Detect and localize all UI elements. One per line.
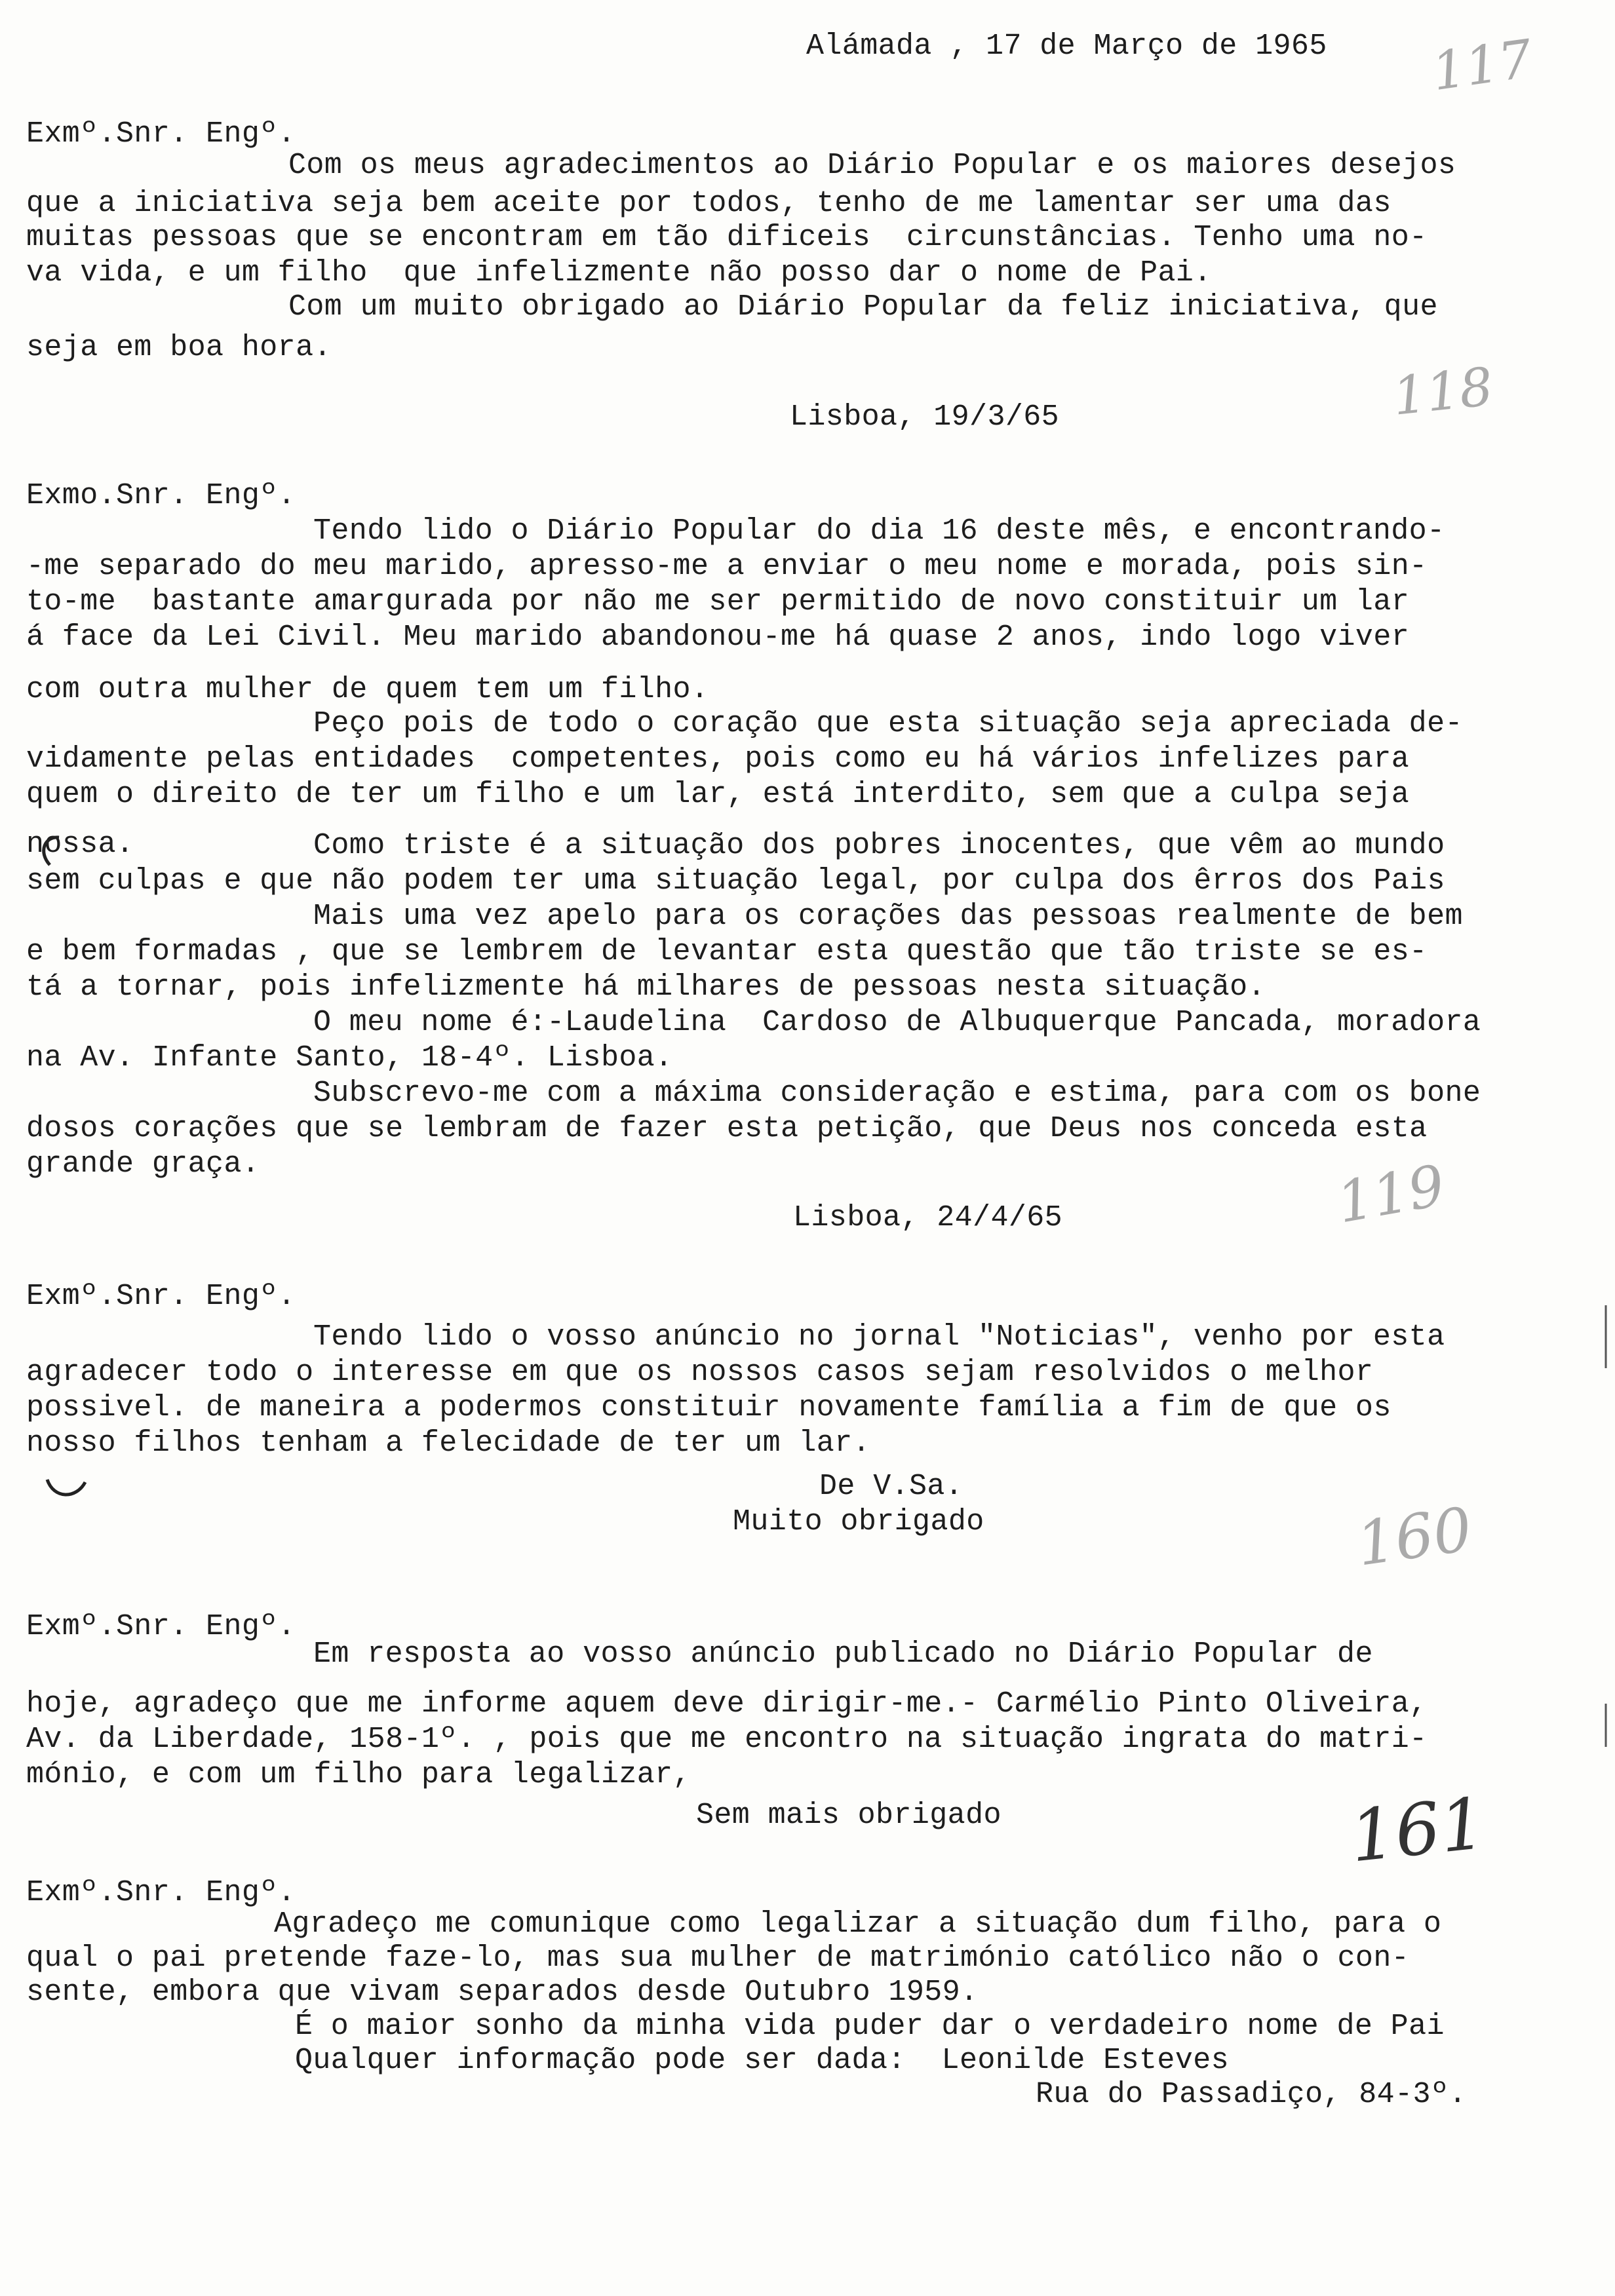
letter-4-line: hoje, agradeço que me informe aquem deve dirigir-me.- Carmélio Pinto Oliveira, [26, 1687, 1428, 1721]
letter-2-line: Mais uma vez apelo para os corações das pessoas realmente de bem [313, 900, 1463, 933]
letter-1-dateline: Alámada , 17 de Março de 1965 [806, 29, 1327, 63]
margin-line [1603, 1305, 1610, 1371]
letter-2-line: tá a tornar, pois infelizmente há milhares de pessoas nesta situação. [26, 970, 1266, 1004]
letter-5-line: Rua do Passadiço, 84-3º. [1036, 2078, 1467, 2111]
ink-mark [43, 1473, 96, 1506]
margin-line [1603, 1704, 1610, 1750]
letter-3-line: possivel. de maneira a podermos constituir novamente família a fim de que os [26, 1391, 1391, 1425]
letter-3-closing-line: De V.Sa. [819, 1470, 963, 1503]
letter-2-line: Peço pois de todo o coração que esta situação seja apreciada de- [313, 707, 1463, 740]
letter-1-line: que a iniciativa seja bem aceite por todos, tenho de me lamentar ser uma das [26, 187, 1391, 220]
letter-2-line: to-me bastante amargurada por não me ser permitido de novo constituir um lar [26, 585, 1410, 619]
letter-5-salutation: Exmº.Snr. Engº. [26, 1876, 296, 1909]
letter-5-line: É o maior sonho da minha vida puder dar o verdadeiro nome de Pai [295, 2010, 1445, 2043]
letter-3-line: agradecer todo o interesse em que os nossos casos sejam resolvidos o melhor [26, 1356, 1374, 1389]
letter-5-line: sente, embora que vivam separados desde Outubro 1959. [26, 1976, 979, 2009]
letter-2-line: á face da Lei Civil. Meu marido abandonou-me há quase 2 anos, indo logo viver [26, 621, 1410, 654]
letter-2-line: vidamente pelas entidades competentes, pois como eu há vários infelizes para [26, 742, 1410, 776]
letter-3-line: Tendo lido o vosso anúncio no jornal "Noticias", venho por esta [313, 1320, 1445, 1354]
letter-3-salutation: Exmº.Snr. Engº. [26, 1280, 296, 1313]
letter-1-line: seja em boa hora. [26, 331, 332, 364]
letter-2-salutation: Exmo.Snr. Engº. [26, 479, 296, 512]
letter-1-line: va vida, e um filho que infelizmente não posso dar o nome de Pai. [26, 256, 1212, 290]
letter-4-closing-line: Sem mais obrigado [696, 1799, 1002, 1832]
letter-1-line: Com os meus agradecimentos ao Diário Popular e os maiores desejos [288, 149, 1456, 182]
letter-4-line: Av. da Liberdade, 158-1º. , pois que me encontro na situação ingrata do matri- [26, 1723, 1428, 1756]
letter-2-line: na Av. Infante Santo, 18-4º. Lisboa. [26, 1041, 673, 1075]
letter-1-line: muitas pessoas que se encontram em tão dificeis circunstâncias. Tenho uma no- [26, 221, 1428, 254]
letter-2-line: Tendo lido o Diário Popular do dia 16 deste mês, e encontrando- [313, 514, 1445, 548]
letter-1-salutation: Exmº.Snr. Engº. [26, 117, 296, 151]
letter-2-dateline: Lisboa, 19/3/65 [790, 400, 1060, 434]
page-number-160: 160 [1352, 1494, 1477, 1580]
letter-5-line: Qualquer informação pode ser dada: Leonilde Esteves [295, 2044, 1230, 2077]
letter-2-line: Subscrevo-me com a máxima consideração e estima, para com os bone [313, 1077, 1481, 1110]
letter-3-closing-line: Muito obrigado [733, 1505, 984, 1539]
letter-3-dateline: Lisboa, 24/4/65 [793, 1201, 1063, 1234]
letter-4-salutation: Exmº.Snr. Engº. [26, 1610, 296, 1643]
letter-4-line: mónio, e com um filho para legalizar, [26, 1758, 691, 1791]
letter-2-line: e bem formadas , que se lembrem de levantar esta questão que tão triste se es- [26, 935, 1428, 968]
letter-5-line: qual o pai pretende faze-lo, mas sua mulher de matrimónio católico não o con- [26, 1942, 1410, 1975]
letter-2-line: grande graça. [26, 1147, 260, 1181]
letter-3-line: nosso filhos tenham a felecidade de ter um lar. [26, 1426, 871, 1460]
letter-2-line: dosos corações que se lembram de fazer esta petição, que Deus nos conceda esta [26, 1112, 1428, 1145]
page-number-118: 118 [1390, 356, 1496, 427]
letter-2-line: O meu nome é:-Laudelina Cardoso de Albuquerque Pancada, moradora [313, 1006, 1481, 1039]
letter-5-line: Agradeço me comunique como legalizar a situação dum filho, para o [274, 1907, 1442, 1941]
page-number-119: 119 [1332, 1153, 1450, 1236]
page-number-117: 117 [1428, 28, 1536, 103]
letter-4-line: Em resposta ao vosso anúncio publicado no Diário Popular de [313, 1637, 1373, 1671]
page-number-161: 161 [1346, 1782, 1490, 1879]
letter-1-line: Com um muito obrigado ao Diário Popular da feliz iniciativa, que [288, 290, 1438, 324]
letter-2-line: nossa. [26, 828, 134, 861]
letter-2-line: Como triste é a situação dos pobres inocentes, que vêm ao mundo [313, 829, 1445, 862]
letter-2-line: com outra mulher de quem tem um filho. [26, 673, 709, 706]
letter-2-line: -me separado do meu marido, apresso-me a enviar o meu nome e morada, pois sin- [26, 550, 1428, 583]
letter-2-line: quem o direito de ter um filho e um lar, está interdito, sem que a culpa seja [26, 778, 1410, 811]
letter-2-line: sem culpas e que não podem ter uma situação legal, por culpa dos êrros dos Pais [26, 864, 1445, 898]
ink-mark [33, 832, 72, 871]
